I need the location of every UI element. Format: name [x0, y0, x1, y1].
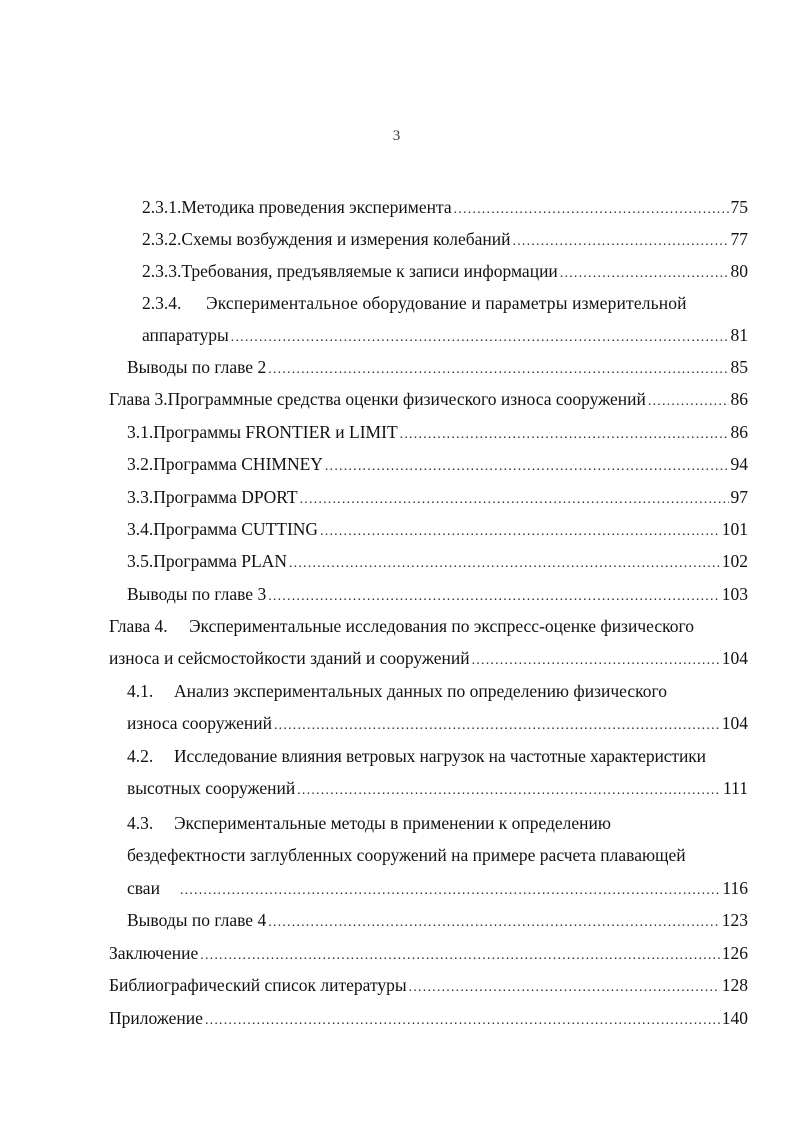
toc-entry[interactable]	[127, 355, 748, 379]
toc-entry-title-continued: износа сооружений	[127, 713, 272, 733]
toc-entry-title-continued: износа и сейсмостойкости зданий и сооружений	[109, 648, 470, 668]
toc-entry-number: 2.3.2.	[142, 229, 182, 249]
toc-entry-page: 104	[721, 648, 748, 668]
leader-dots	[400, 423, 729, 447]
leader-dots	[560, 262, 729, 286]
leader-dots	[454, 198, 729, 222]
toc-entry-page: 126	[721, 943, 748, 963]
toc-entry-page: 103	[721, 584, 748, 604]
toc-entry-title: Программные средства оценки физического износа сооружений	[167, 389, 646, 409]
toc-entry-page: 104	[721, 713, 748, 733]
leader-dots	[320, 520, 720, 544]
toc-entry-middle-line[interactable]	[127, 843, 748, 867]
toc-entry-page: 86	[730, 422, 748, 442]
toc-entry-number: 3.4.	[127, 519, 154, 539]
toc-chapter-entry-last-line[interactable]	[109, 646, 748, 670]
toc-entry[interactable]	[127, 908, 748, 932]
toc-entry-title-continued: бездефектности заглубленных сооружений на примере расчета плавающей	[127, 845, 686, 865]
leader-dots	[472, 649, 720, 673]
toc-entry-page: 111	[723, 778, 748, 798]
leader-dots	[297, 779, 721, 803]
page-number: 3	[392, 128, 401, 144]
toc-entry[interactable]	[127, 517, 748, 541]
toc-entry-page: 77	[730, 229, 748, 249]
toc-entry-page: 97	[730, 487, 748, 507]
toc-entry[interactable]	[127, 452, 748, 476]
toc-entry-first-line[interactable]	[142, 291, 748, 315]
toc-entry-number: 2.3.1.	[142, 197, 182, 217]
leader-dots	[300, 488, 729, 512]
toc-entry-page: 128	[721, 975, 748, 995]
toc-entry-first-line[interactable]	[127, 811, 748, 835]
toc-entry-page: 86	[730, 389, 748, 409]
leader-dots	[268, 585, 720, 609]
toc-entry-title: Выводы по главе 2	[127, 357, 267, 377]
toc-entry-title: Экспериментальные исследования по экспресс-оценке физического	[189, 616, 694, 636]
toc-entry-page: 94	[730, 454, 748, 474]
toc-entry-title: Методика проведения эксперимента	[181, 197, 452, 217]
toc-entry-number: 3.2.	[127, 454, 154, 474]
leader-dots	[180, 879, 720, 903]
toc-entry-first-line[interactable]	[127, 744, 748, 768]
toc-entry-page: 116	[722, 878, 748, 898]
toc-entry-title: Схемы возбуждения и измерения колебаний	[181, 229, 511, 249]
toc-chapter-entry-first-line[interactable]	[109, 614, 748, 638]
toc-entry-title-continued: сваи	[127, 878, 160, 898]
toc-entry-title-continued: аппаратуры	[142, 325, 229, 345]
toc-entry-title: Программа PLAN	[153, 551, 287, 571]
toc-entry[interactable]	[127, 582, 748, 606]
toc-entry[interactable]	[109, 941, 748, 965]
toc-entry-title: Программа CHIMNEY	[153, 454, 323, 474]
toc-entry-last-line[interactable]	[142, 323, 748, 347]
toc-entry-number: 3.1.	[127, 422, 154, 442]
leader-dots	[231, 326, 729, 350]
toc-entry-page: 75	[730, 197, 748, 217]
toc-entry-title-continued: высотных сооружений	[127, 778, 296, 798]
toc-entry-title: Анализ экспериментальных данных по определению физического	[174, 681, 667, 701]
toc-entry-title: Выводы по главе 3	[127, 584, 267, 604]
leader-dots	[409, 976, 720, 1000]
toc-entry-page: 80	[730, 261, 748, 281]
leader-dots	[268, 911, 720, 935]
toc-entry-title: Приложение	[109, 1008, 203, 1028]
leader-dots	[513, 230, 729, 254]
toc-entry[interactable]	[142, 259, 748, 283]
toc-entry-page: 102	[721, 551, 748, 571]
toc-entry-title: Программа CUTTING	[153, 519, 319, 539]
toc-entry-page: 140	[721, 1008, 748, 1028]
toc-entry-page: 101	[721, 519, 748, 539]
toc-entry-number: 2.3.4.	[142, 293, 182, 313]
leader-dots	[648, 390, 729, 414]
toc-entry-title: Библиографический список литературы	[109, 975, 407, 995]
toc-entry[interactable]	[109, 1006, 748, 1030]
leader-dots	[274, 714, 720, 738]
toc-entry-title: Выводы по главе 4	[127, 910, 267, 930]
toc-chapter-entry[interactable]	[109, 387, 748, 411]
toc-entry[interactable]	[127, 549, 748, 573]
toc-entry-page: 123	[721, 910, 748, 930]
toc-entry[interactable]	[127, 485, 748, 509]
toc-entry-first-line[interactable]	[127, 679, 748, 703]
toc-entry-title: Экспериментальное оборудование и параметры измерительной	[206, 293, 687, 313]
toc-entry-number: 3.5.	[127, 551, 154, 571]
toc-entry-title: Исследование влияния ветровых нагрузок на частотные характеристики	[174, 746, 706, 766]
toc-entry-title: Программа DPORT	[153, 487, 298, 507]
toc-entry-last-line[interactable]	[127, 776, 748, 800]
toc-entry-title: Программы FRONTIER и LIMIT	[153, 422, 398, 442]
toc-entry-number: 4.1.	[127, 681, 154, 701]
toc-entry-page: 81	[730, 325, 748, 345]
toc-entry[interactable]	[127, 420, 748, 444]
toc-entry[interactable]	[109, 973, 748, 997]
leader-dots	[268, 358, 728, 382]
leader-dots	[289, 552, 720, 576]
toc-entry-last-line[interactable]	[127, 711, 748, 735]
leader-dots	[205, 1009, 720, 1033]
toc-entry-last-line[interactable]	[127, 876, 748, 900]
toc-entry-number: 4.3.	[127, 813, 154, 833]
leader-dots	[200, 944, 720, 968]
toc-entry-number: 4.2.	[127, 746, 154, 766]
toc-entry[interactable]	[142, 227, 748, 251]
toc-entry[interactable]	[142, 195, 748, 219]
toc-entry-title: Требования, предъявляемые к записи информации	[181, 261, 558, 281]
toc-entry-number: Глава 4.	[109, 616, 168, 636]
toc-entry-number: Глава 3.	[109, 389, 168, 409]
toc-entry-page: 85	[730, 357, 748, 377]
toc-entry-title: Заключение	[109, 943, 199, 963]
toc-entry-number: 3.3.	[127, 487, 154, 507]
leader-dots	[325, 455, 729, 479]
toc-entry-title: Экспериментальные методы в применении к определению	[174, 813, 611, 833]
toc-entry-number: 2.3.3.	[142, 261, 182, 281]
